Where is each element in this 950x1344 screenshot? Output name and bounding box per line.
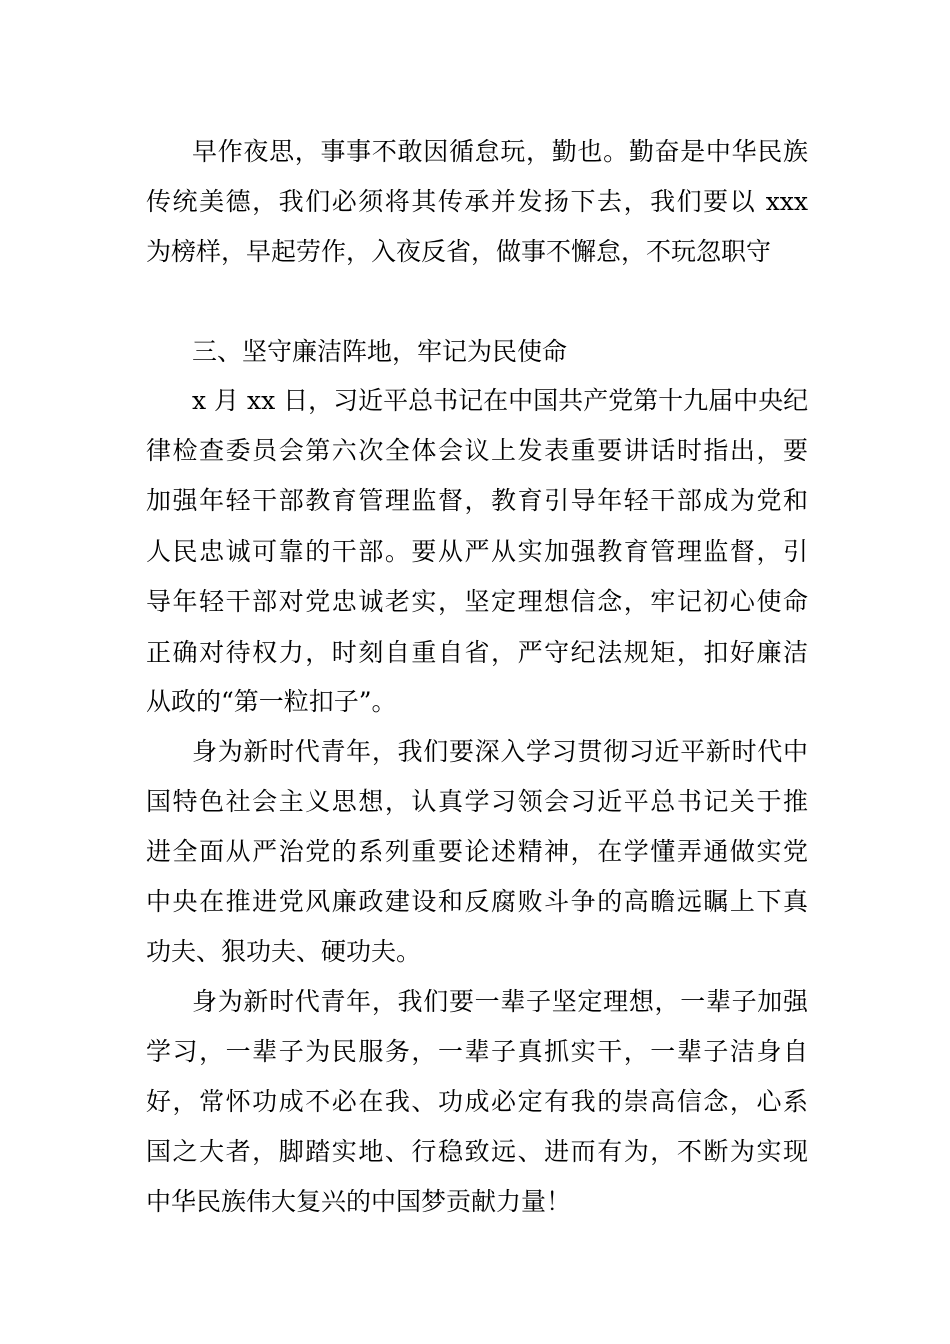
paragraph-1-line-3: 为榜样，早起劳作，入夜反省，做事不懈怠，不玩忽职守 (146, 237, 772, 266)
paragraph-2-line-1: x 月 xx 日，习近平总书记在中国共产党第十九届中央纪 (192, 386, 809, 415)
paragraph-4-line-5: 中华民族伟大复兴的中国梦贡献力量！ (146, 1187, 572, 1216)
paragraph-2-line-5: 导年轻干部对党忠诚老实，坚定理想信念，牢记初心使命 (146, 587, 808, 616)
paragraph-1-line-1: 早作夜思，事事不敢因循怠玩，勤也。勤奋是中华民族 (192, 137, 808, 166)
paragraph-3-line-4: 中央在推进党风廉政建设和反腐败斗争的高瞻远瞩上下真 (146, 887, 808, 916)
paragraph-4-line-3: 好，常怀功成不必在我、功成必定有我的崇高信念，心系 (146, 1087, 808, 1116)
paragraph-3-line-5: 功夫、狠功夫、硬功夫。 (146, 937, 422, 966)
paragraph-4-line-1: 身为新时代青年，我们要一辈子坚定理想，一辈子加强 (192, 987, 808, 1016)
paragraph-2-line-6: 正确对待权力，时刻自重自省，严守纪法规矩，扣好廉洁 (146, 638, 808, 667)
paragraph-4-line-2: 学习，一辈子为民服务，一辈子真抓实干，一辈子洁身自 (146, 1037, 808, 1066)
paragraph-3-line-2: 国特色社会主义思想，认真学习领会习近平总书记关于推 (146, 787, 808, 816)
paragraph-3-line-3: 进全面从严治党的系列重要论述精神，在学懂弄通做实党 (146, 837, 808, 866)
paragraph-4-line-4: 国之大者，脚踏实地、行稳致远、进而有为，不断为实现 (146, 1137, 808, 1166)
paragraph-1-line-2: 传统美德，我们必须将其传承并发扬下去，我们要以 xxx (146, 187, 808, 216)
paragraph-2-line-4: 人民忠诚可靠的干部。要从严从实加强教育管理监督，引 (146, 537, 808, 566)
paragraph-2-line-3: 加强年轻干部教育管理监督，教育引导年轻干部成为党和 (146, 486, 808, 515)
paragraph-2-line-2: 律检查委员会第六次全体会议上发表重要讲话时指出，要 (146, 436, 808, 465)
paragraph-3-line-1: 身为新时代青年，我们要深入学习贯彻习近平新时代中 (192, 737, 808, 766)
section-heading: 三、坚守廉洁阵地，牢记为民使命 (192, 337, 568, 366)
paragraph-2-line-7: 从政的“第一粒扣子”。 (146, 687, 397, 716)
